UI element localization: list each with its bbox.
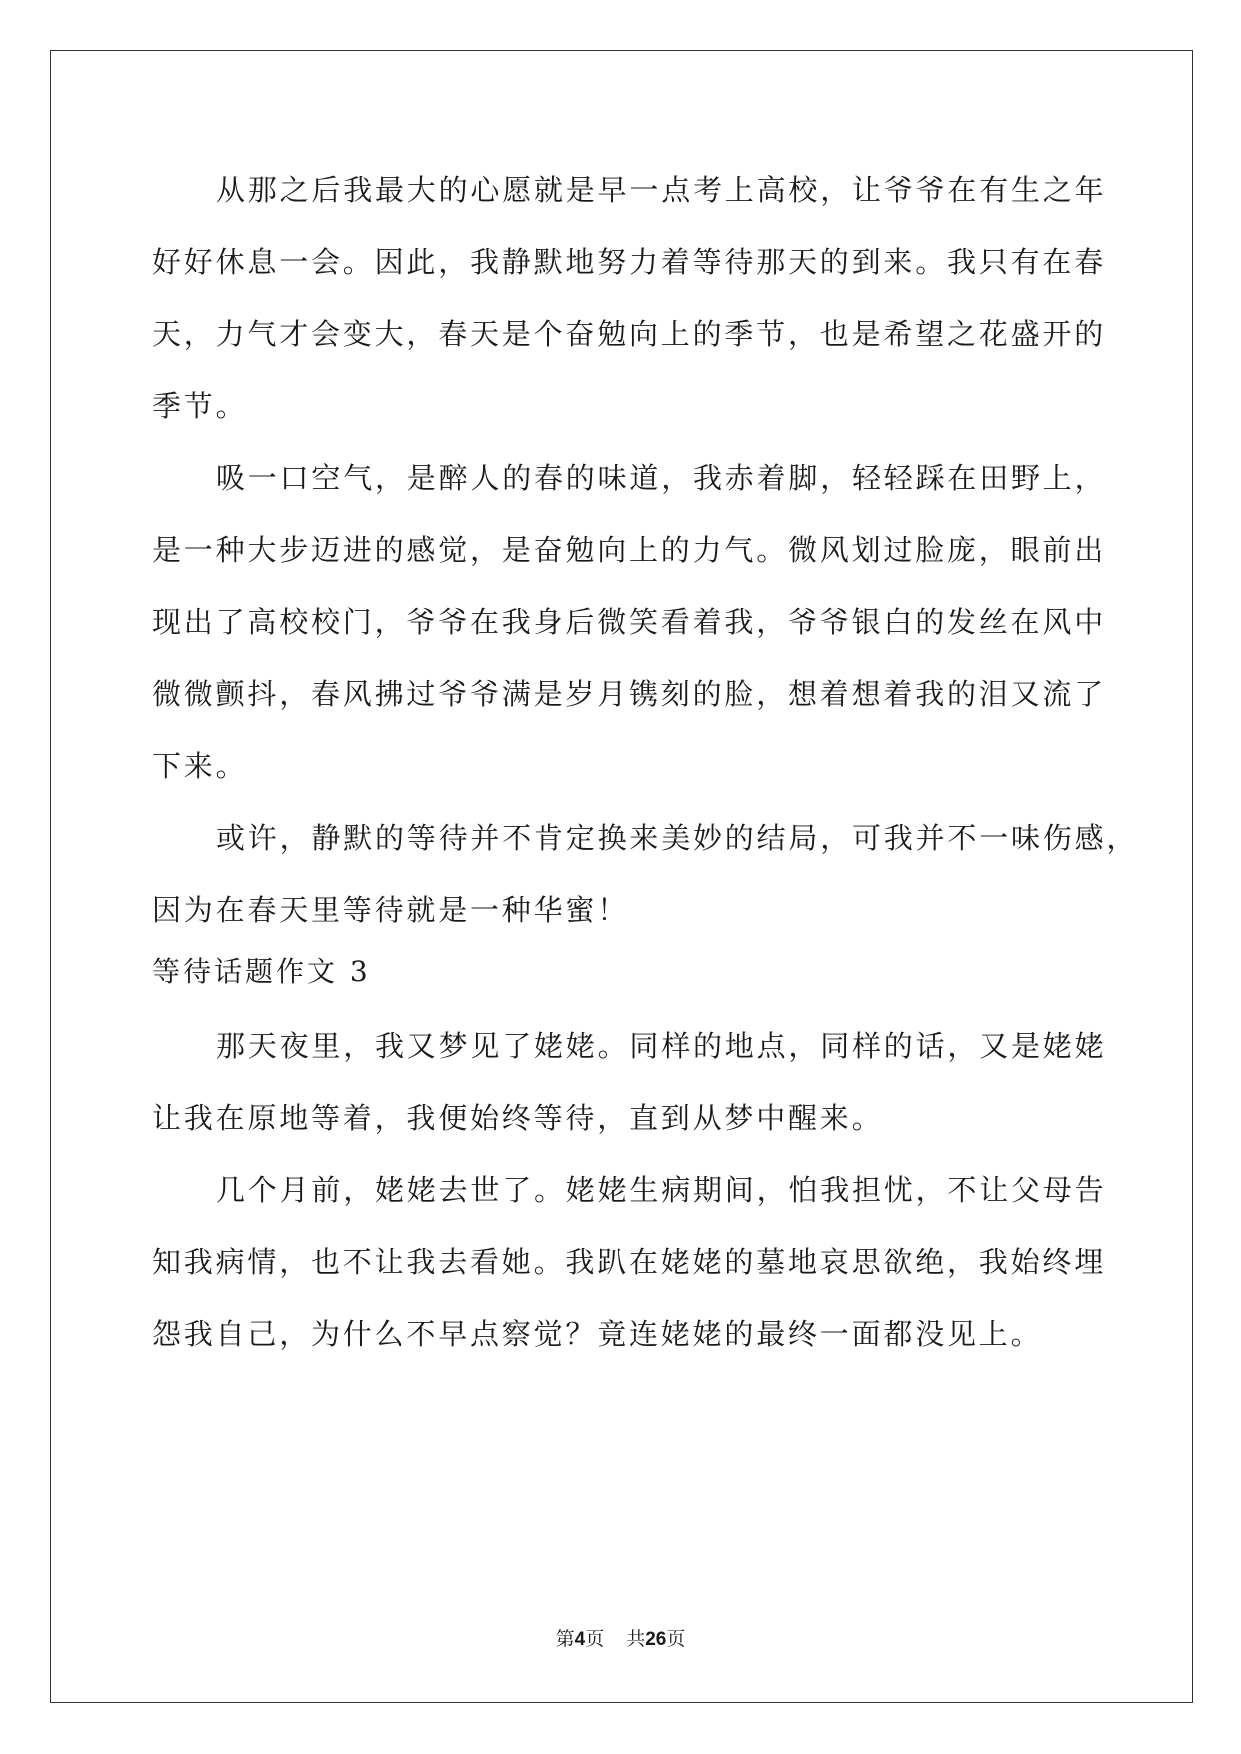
paragraph-5-line: 怨我自己，为什么不早点察觉？竟连姥姥的最终一面都没见上。 (152, 1317, 1043, 1351)
paragraph-2-line: 下来。 (152, 749, 248, 783)
page-border (50, 50, 1193, 1703)
paragraph-2-line: 微微颤抖，春风拂过爷爷满是岁月镌刻的脸，想着想着我的泪又流了 (152, 677, 1107, 711)
paragraph-4-line: 那天夜里，我又梦见了姥姥。同样的地点，同样的话，又是姥姥 (216, 1029, 1107, 1063)
paragraph-4-line: 让我在原地等着，我便始终等待，直到从梦中醒来。 (152, 1101, 884, 1135)
paragraph-2-line: 吸一口空气，是醉人的春的味道，我赤着脚，轻轻踩在田野上， (216, 461, 1107, 495)
page-footer (0, 1627, 1241, 1652)
paragraph-1-line: 从那之后我最大的心愿就是早一点考上高校，让爷爷在有生之年 (216, 173, 1107, 207)
paragraph-3-line: 因为在春天里等待就是一种华蜜！ (152, 893, 630, 927)
paragraph-2-line: 是一种大步迈进的感觉，是奋勉向上的力气。微风划过脸庞，眼前出 (152, 533, 1107, 567)
paragraph-2-line: 现出了高校校门，爷爷在我身后微笑看着我，爷爷银白的发丝在风中 (152, 605, 1107, 639)
page-number: 4 (574, 1629, 586, 1650)
page-prefix: 第 (555, 1628, 575, 1650)
total-prefix: 共 (626, 1628, 646, 1650)
paragraph-1-line: 好好休息一会。因此，我静默地努力着等待那天的到来。我只有在春 (152, 245, 1107, 279)
paragraph-1-line: 季节。 (152, 389, 248, 423)
page-suffix: 页 (585, 1628, 605, 1650)
paragraph-5-line: 知我病情，也不让我去看她。我趴在姥姥的墓地哀思欲绝，我始终埋 (152, 1245, 1107, 1279)
paragraph-3-line: 或许，静默的等待并不肯定换来美妙的结局，可我并不一味伤感， (216, 821, 1139, 855)
paragraph-1-line: 天，力气才会变大，春天是个奋勉向上的季节，也是希望之花盛开的 (152, 317, 1107, 351)
paragraph-5-line: 几个月前，姥姥去世了。姥姥生病期间，怕我担忧，不让父母告 (216, 1173, 1107, 1207)
section-heading: 等待话题作文 3 (152, 955, 371, 988)
total-pages: 26 (645, 1629, 667, 1650)
total-suffix: 页 (666, 1628, 686, 1650)
